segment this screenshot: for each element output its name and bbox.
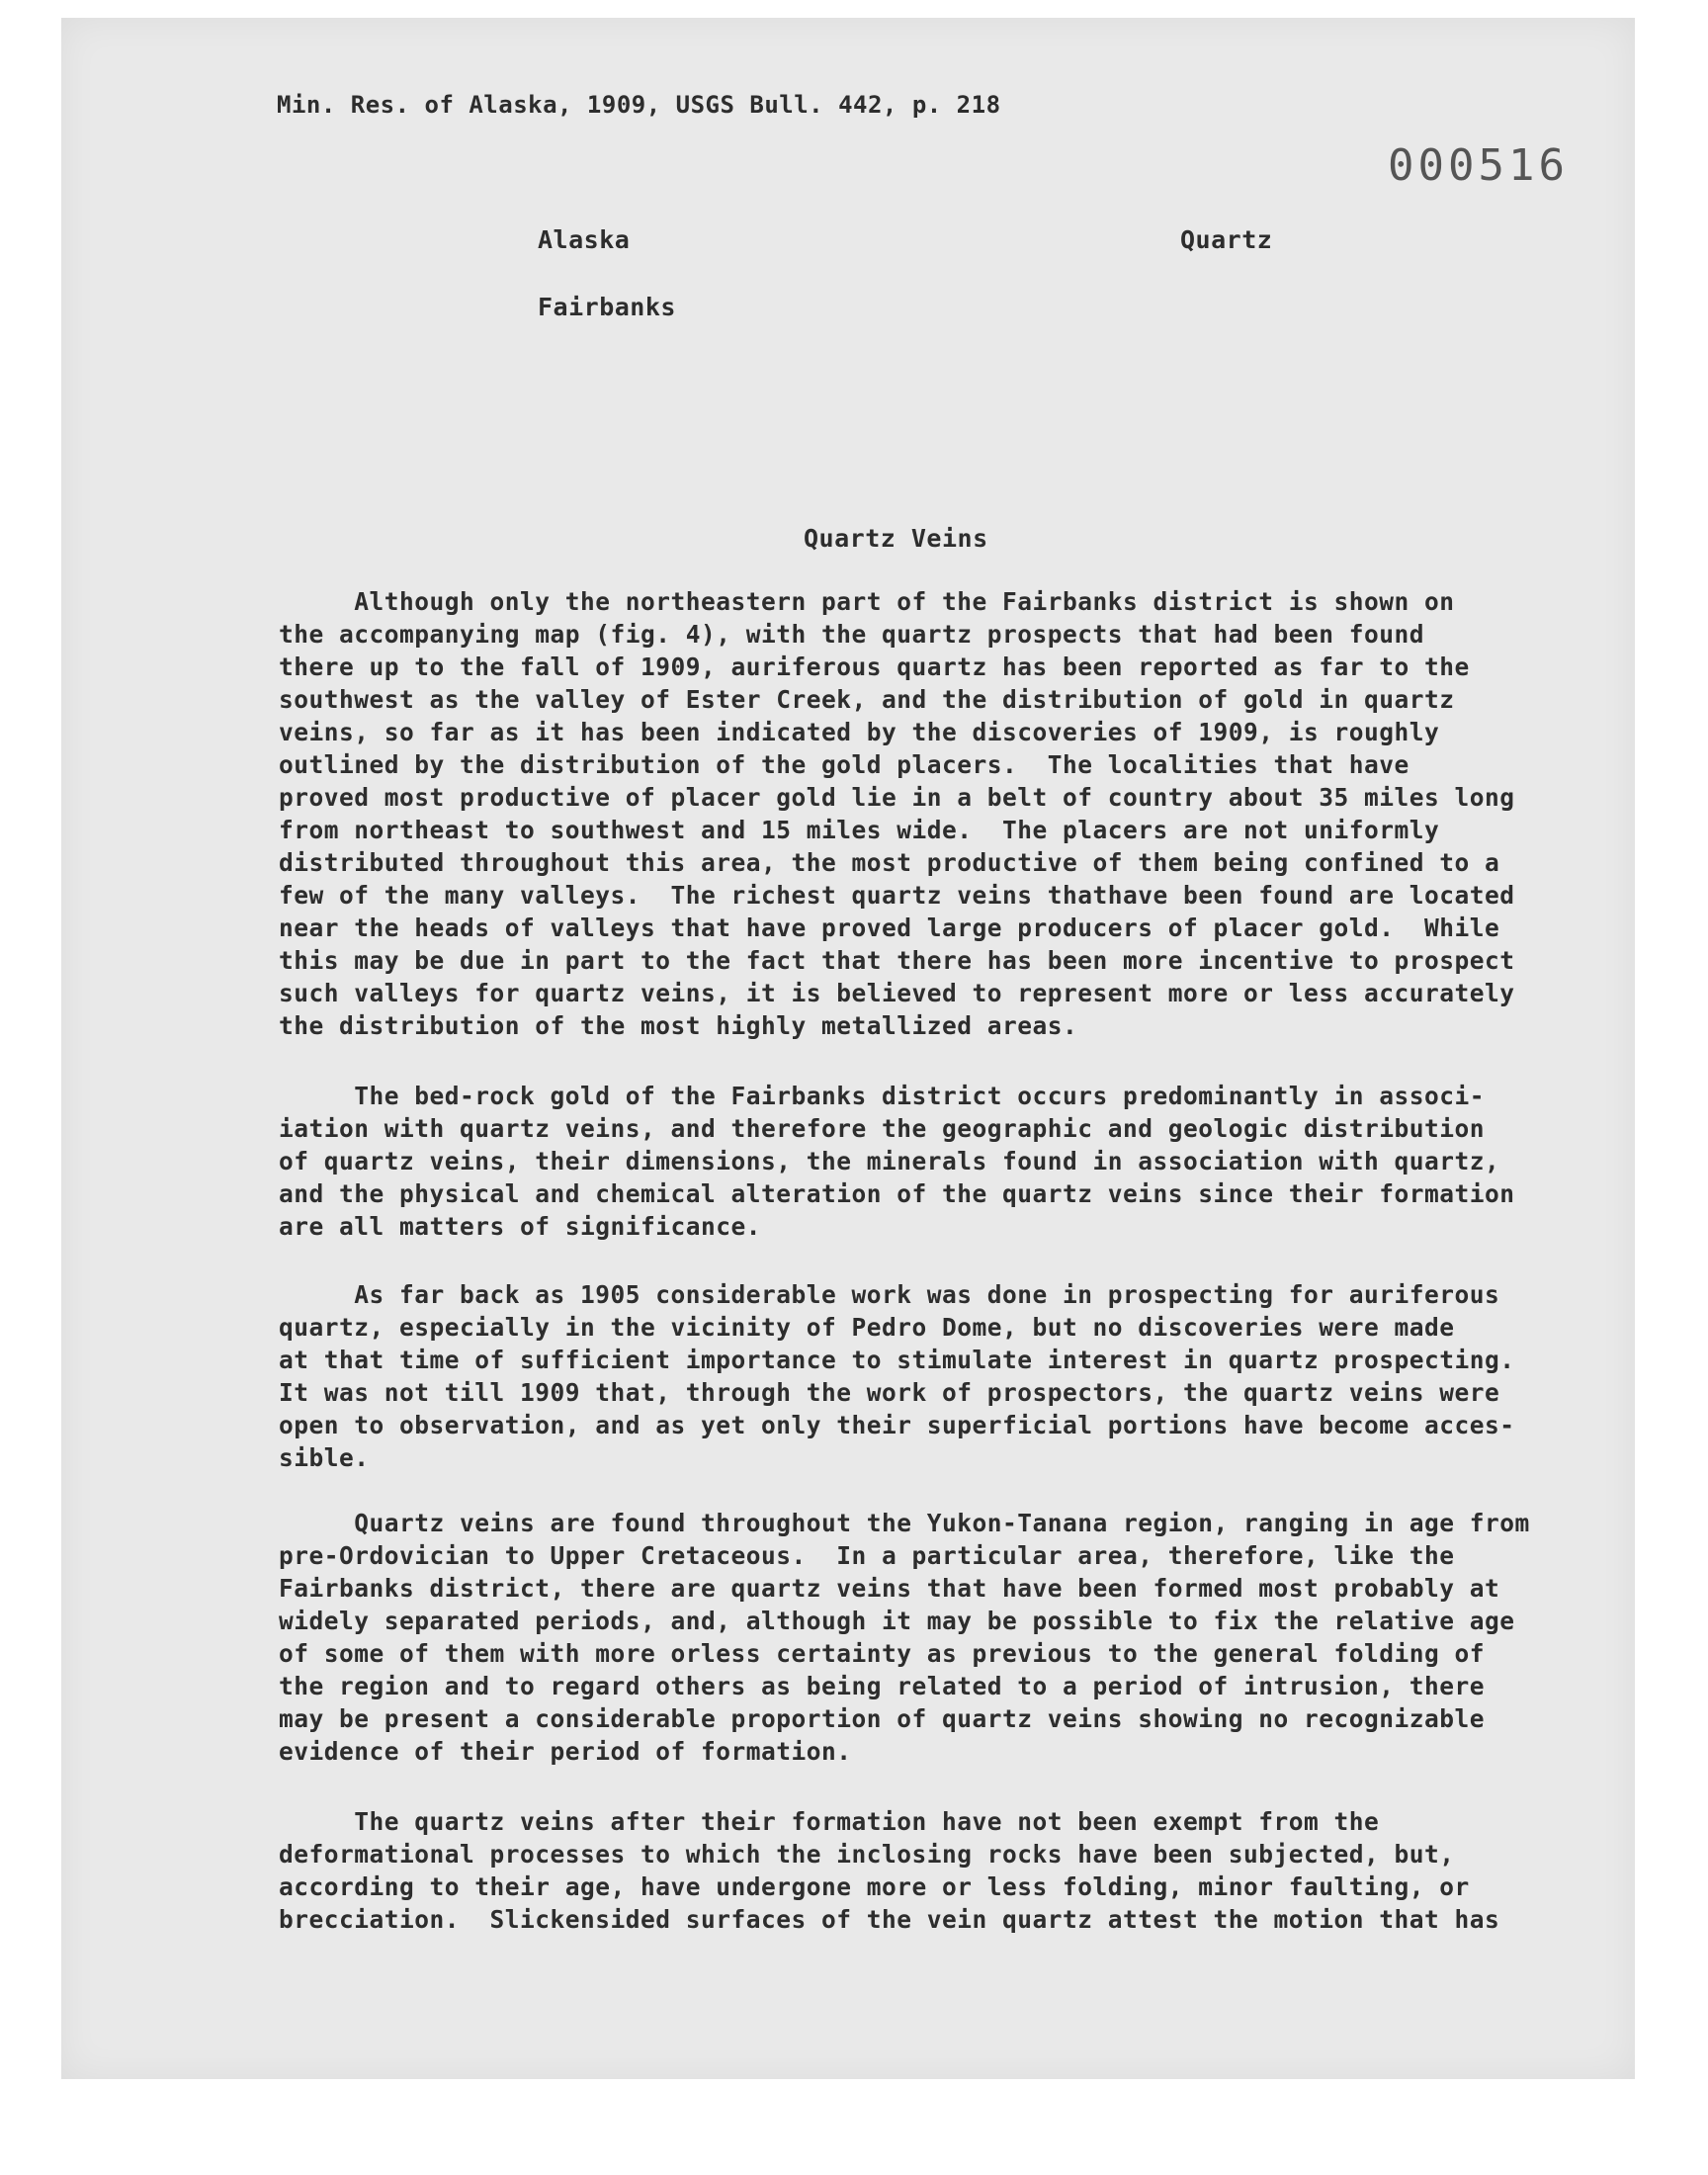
text-line: Quartz veins are found throughout the Yukon-Tanana region, ranging in age from bbox=[279, 1509, 1530, 1537]
text-line: quartz, especially in the vicinity of Pedro Dome, but no discoveries were made bbox=[279, 1313, 1455, 1342]
state-label: Alaska bbox=[538, 225, 631, 254]
text-line: may be present a considerable proportion of quartz veins showing no recognizable bbox=[279, 1704, 1486, 1733]
text-line: southwest as the valley of Ester Creek, and the distribution of gold in quartz bbox=[279, 685, 1455, 714]
text-line: according to their age, have undergone more or less folding, minor faulting, or bbox=[279, 1872, 1470, 1901]
text-line: evidence of their period of formation. bbox=[279, 1737, 852, 1766]
text-line: deformational processes to which the inclosing rocks have been subjected, but, bbox=[279, 1840, 1455, 1869]
text-line: brecciation. Slickensided surfaces of the vein quartz attest the motion that has bbox=[279, 1905, 1500, 1934]
text-line: the distribution of the most highly metallized areas. bbox=[279, 1011, 1078, 1040]
text-line: pre-Ordovician to Upper Cretaceous. In a particular area, therefore, like the bbox=[279, 1541, 1455, 1570]
text-line: and the physical and chemical alteration of the quartz veins since their formation bbox=[279, 1179, 1515, 1208]
text-line: at that time of sufficient importance to stimulate interest in quartz prospecting. bbox=[279, 1346, 1515, 1374]
text-line: are all matters of significance. bbox=[279, 1212, 762, 1241]
text-line: few of the many valleys. The richest quartz veins thathave been found are located bbox=[279, 881, 1515, 910]
text-line: distributed throughout this area, the most productive of them being confined to a bbox=[279, 848, 1500, 877]
text-line: As far back as 1905 considerable work was done in prospecting for auriferous bbox=[279, 1280, 1500, 1309]
text-line: there up to the fall of 1909, auriferous quartz has been reported as far to the bbox=[279, 652, 1470, 681]
text-line: from northeast to southwest and 15 miles wide. The placers are not uniformly bbox=[279, 816, 1440, 844]
document-number-stamp: 000516 bbox=[1388, 140, 1569, 191]
text-line: this may be due in part to the fact that there has been more incentive to prospect bbox=[279, 946, 1515, 975]
text-line: sible. bbox=[279, 1443, 370, 1472]
paragraph bbox=[279, 1278, 1663, 1474]
paragraph bbox=[279, 1507, 1663, 1768]
text-line: the accompanying map (fig. 4), with the quartz prospects that had been found bbox=[279, 620, 1425, 649]
text-line: open to observation, and as yet only their superficial portions have become acces- bbox=[279, 1411, 1515, 1439]
text-line: the region and to regard others as being related to a period of intrusion, there bbox=[279, 1672, 1486, 1700]
source-citation: Min. Res. of Alaska, 1909, USGS Bull. 442, p. 218 bbox=[277, 91, 1001, 119]
district-label: Fairbanks bbox=[538, 293, 676, 321]
text-line: It was not till 1909 that, through the work of prospectors, the quartz veins were bbox=[279, 1378, 1500, 1407]
text-line: of quartz veins, their dimensions, the minerals found in association with quartz, bbox=[279, 1147, 1500, 1175]
paragraph bbox=[279, 1080, 1663, 1243]
document-page bbox=[61, 18, 1635, 2079]
text-line: near the heads of valleys that have proved large producers of placer gold. While bbox=[279, 914, 1500, 942]
text-line: of some of them with more orless certainty as previous to the general folding of bbox=[279, 1639, 1486, 1668]
text-line: The quartz veins after their formation have not been exempt from the bbox=[279, 1807, 1380, 1836]
text-line: widely separated periods, and, although it may be possible to fix the relative age bbox=[279, 1607, 1515, 1635]
text-line: The bed-rock gold of the Fairbanks district occurs predominantly in associ- bbox=[279, 1082, 1486, 1110]
text-line: veins, so far as it has been indicated by the discoveries of 1909, is roughly bbox=[279, 718, 1440, 746]
paragraph bbox=[279, 1805, 1663, 1936]
text-line: iation with quartz veins, and therefore the geographic and geologic distribution bbox=[279, 1114, 1486, 1143]
paragraph bbox=[279, 585, 1663, 1042]
text-line: proved most productive of placer gold lie in a belt of country about 35 miles long bbox=[279, 783, 1515, 812]
section-heading: Quartz Veins bbox=[804, 524, 988, 553]
text-line: outlined by the distribution of the gold placers. The localities that have bbox=[279, 750, 1409, 779]
text-line: such valleys for quartz veins, it is believed to represent more or less accurately bbox=[279, 979, 1515, 1007]
subject-label: Quartz bbox=[1180, 225, 1273, 254]
text-line: Fairbanks district, there are quartz veins that have been formed most probably at bbox=[279, 1574, 1500, 1603]
text-line: Although only the northeastern part of the Fairbanks district is shown on bbox=[279, 587, 1455, 616]
